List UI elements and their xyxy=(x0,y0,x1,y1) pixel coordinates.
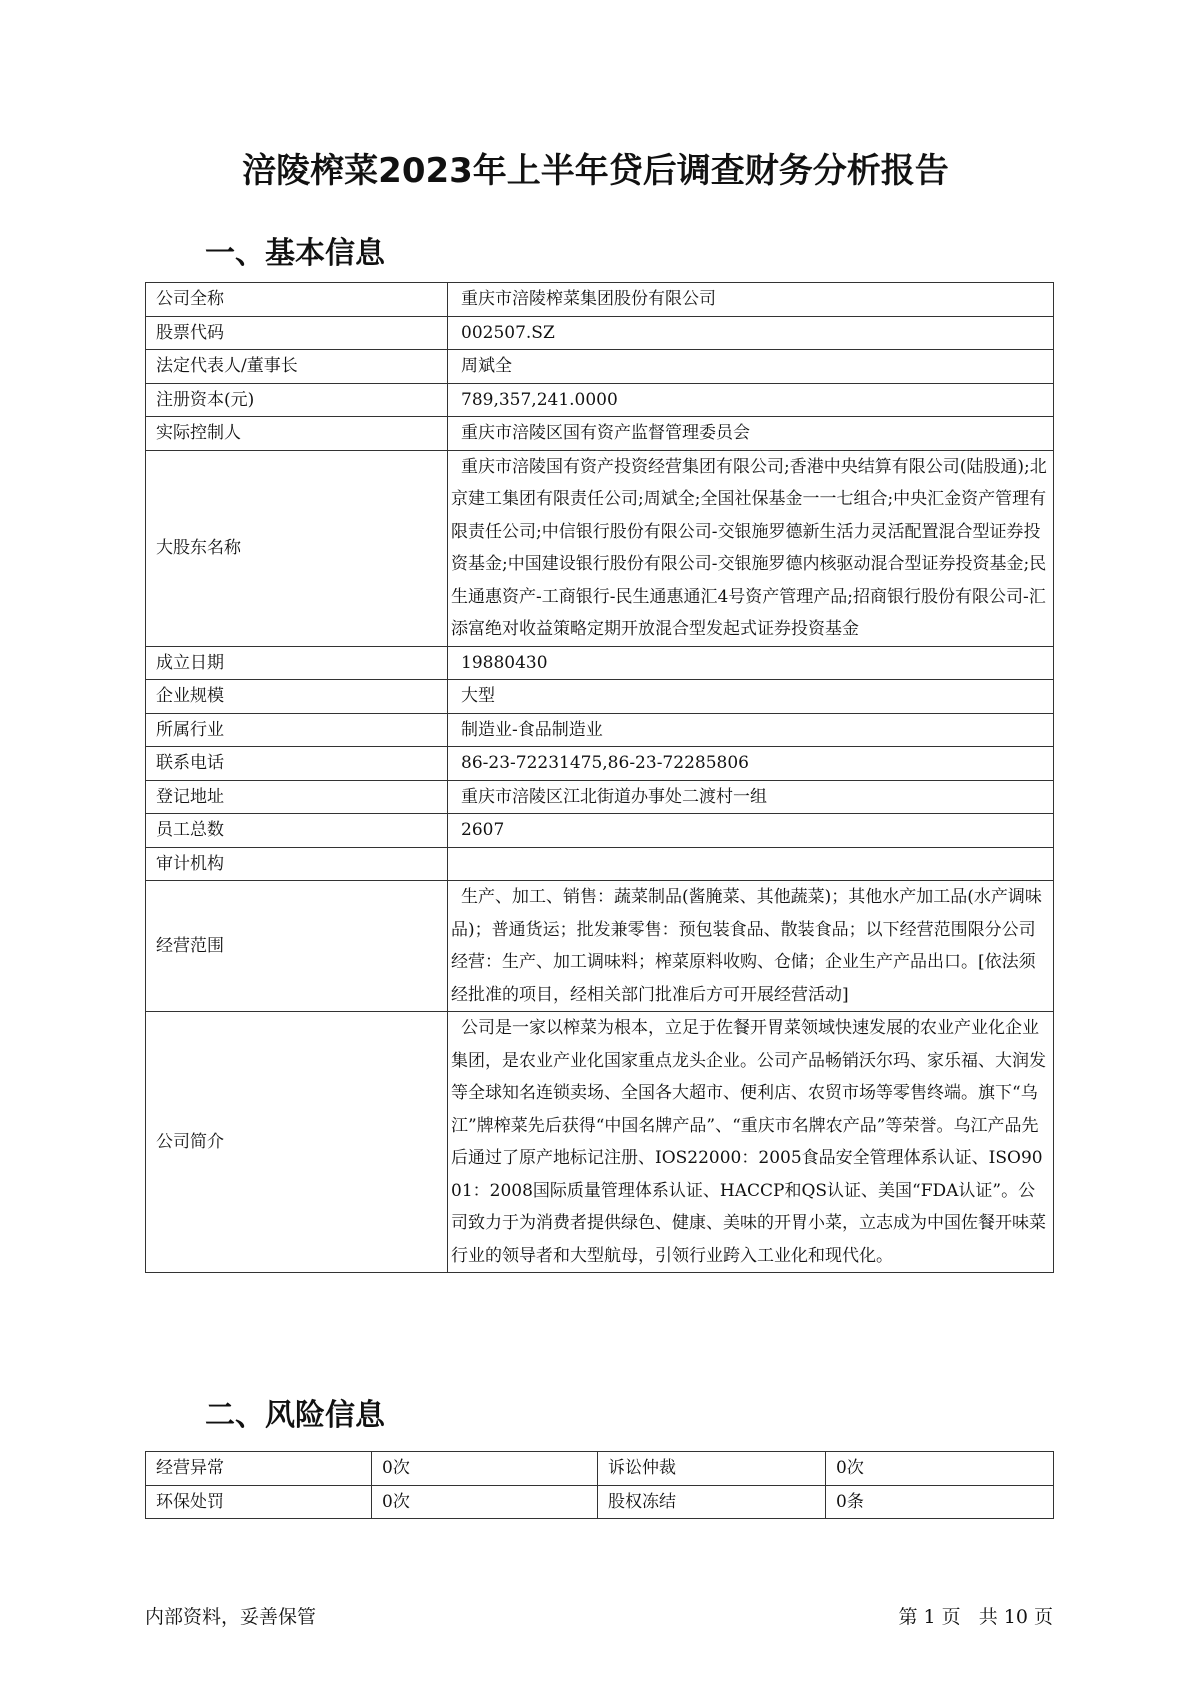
basic-info-table xyxy=(145,282,1054,1273)
footer-confidential-note: 内部资料，妥善保管 xyxy=(145,1606,317,1628)
risk-label: 诉讼仲裁 xyxy=(598,1452,826,1486)
row-label: 法定代表人/董事长 xyxy=(146,350,448,384)
risk-label: 环保处罚 xyxy=(146,1485,372,1519)
risk-value: 0次 xyxy=(826,1452,1054,1486)
row-label: 员工总数 xyxy=(146,814,448,848)
row-label: 登记地址 xyxy=(146,780,448,814)
row-label: 联系电话 xyxy=(146,747,448,781)
row-label: 企业规模 xyxy=(146,680,448,714)
row-label: 公司全称 xyxy=(146,283,448,317)
row-value: 86-23-72231475,86-23-72285806 xyxy=(448,747,1054,781)
row-label: 注册资本(元) xyxy=(146,383,448,417)
row-value: 大型 xyxy=(448,680,1054,714)
row-value: 重庆市涪陵区国有资产监督管理委员会 xyxy=(448,417,1054,451)
row-value: 002507.SZ xyxy=(448,316,1054,350)
row-label: 实际控制人 xyxy=(146,417,448,451)
table-row xyxy=(146,1452,1054,1486)
row-value: 周斌全 xyxy=(448,350,1054,384)
risk-value: 0次 xyxy=(372,1485,598,1519)
row-value: 生产、加工、销售：蔬菜制品(酱腌菜、其他蔬菜)；其他水产加工品(水产调味品)；普通货运；批发兼零售：预包装食品、散装食品；以下经营范围限分公司经营：生产、加工调味料；榨菜原料收购、仓储；企业生产产品出口。[依法须经批准的项目，经相关部门批准后方可开展经营活动] xyxy=(448,881,1054,1012)
row-value: 制造业-食品制造业 xyxy=(448,713,1054,747)
row-label: 经营范围 xyxy=(146,881,448,1012)
table-row xyxy=(146,383,1054,417)
row-label: 所属行业 xyxy=(146,713,448,747)
table-row xyxy=(146,881,1054,1012)
table-row xyxy=(146,316,1054,350)
risk-value: 0条 xyxy=(826,1485,1054,1519)
table-row xyxy=(146,713,1054,747)
row-value: 2607 xyxy=(448,814,1054,848)
table-row xyxy=(146,283,1054,317)
table-row xyxy=(146,680,1054,714)
row-value: 19880430 xyxy=(448,646,1054,680)
risk-label: 股权冻结 xyxy=(598,1485,826,1519)
risk-info-table xyxy=(145,1451,1054,1519)
table-row xyxy=(146,1012,1054,1273)
footer-page-number: 第 1 页 共 10 页 xyxy=(898,1606,1053,1628)
table-row xyxy=(146,417,1054,451)
row-label: 审计机构 xyxy=(146,847,448,881)
section-heading-risk-info: 二、风险信息 xyxy=(205,1398,385,1433)
table-row xyxy=(146,450,1054,646)
risk-label: 经营异常 xyxy=(146,1452,372,1486)
table-row xyxy=(146,747,1054,781)
row-value: 重庆市涪陵国有资产投资经营集团有限公司;香港中央结算有限公司(陆股通);北京建工集团有限责任公司;周斌全;全国社保基金一一七组合;中央汇金资产管理有限责任公司;中信银行股份有限公司-交银施罗德新生活力灵活配置混合型证券投资基金;中国建设银行股份有限公司-交银施罗德内核驱动混合型证券投资基金;民生通惠资产-工商银行-民生通惠通汇4号资产管理产品;招商银行股份有限公司-汇添富绝对收益策略定期开放混合型发起式证券投资基金 xyxy=(448,450,1054,646)
row-value: 重庆市涪陵榨菜集团股份有限公司 xyxy=(448,283,1054,317)
table-row xyxy=(146,780,1054,814)
section-heading-basic-info: 一、基本信息 xyxy=(205,236,385,271)
report-title: 涪陵榨菜2023年上半年贷后调查财务分析报告 xyxy=(242,151,949,191)
risk-value: 0次 xyxy=(372,1452,598,1486)
row-value: 重庆市涪陵区江北街道办事处二渡村一组 xyxy=(448,780,1054,814)
row-value xyxy=(448,847,1054,881)
table-row xyxy=(146,1485,1054,1519)
row-value: 公司是一家以榨菜为根本，立足于佐餐开胃菜领域快速发展的农业产业化企业集团，是农业产业化国家重点龙头企业。公司产品畅销沃尔玛、家乐福、大润发等全球知名连锁卖场、全国各大超市、便利店、农贸市场等零售终端。旗下“乌江”牌榨菜先后获得“中国名牌产品”、“重庆市名牌农产品”等荣誉。乌江产品先后通过了原产地标记注册、IOS22000：2005食品安全管理体系认证、ISO9001：2008国际质量管理体系认证、HACCP和QS认证、美国“FDA认证”。公司致力于为消费者提供绿色、健康、美味的开胃小菜，立志成为中国佐餐开味菜行业的领导者和大型航母，引领行业跨入工业化和现代化。 xyxy=(448,1012,1054,1273)
table-row xyxy=(146,814,1054,848)
row-label: 股票代码 xyxy=(146,316,448,350)
row-label: 成立日期 xyxy=(146,646,448,680)
table-row xyxy=(146,350,1054,384)
table-row xyxy=(146,646,1054,680)
row-value: 789,357,241.0000 xyxy=(448,383,1054,417)
row-label: 公司简介 xyxy=(146,1012,448,1273)
table-row xyxy=(146,847,1054,881)
row-label: 大股东名称 xyxy=(146,450,448,646)
